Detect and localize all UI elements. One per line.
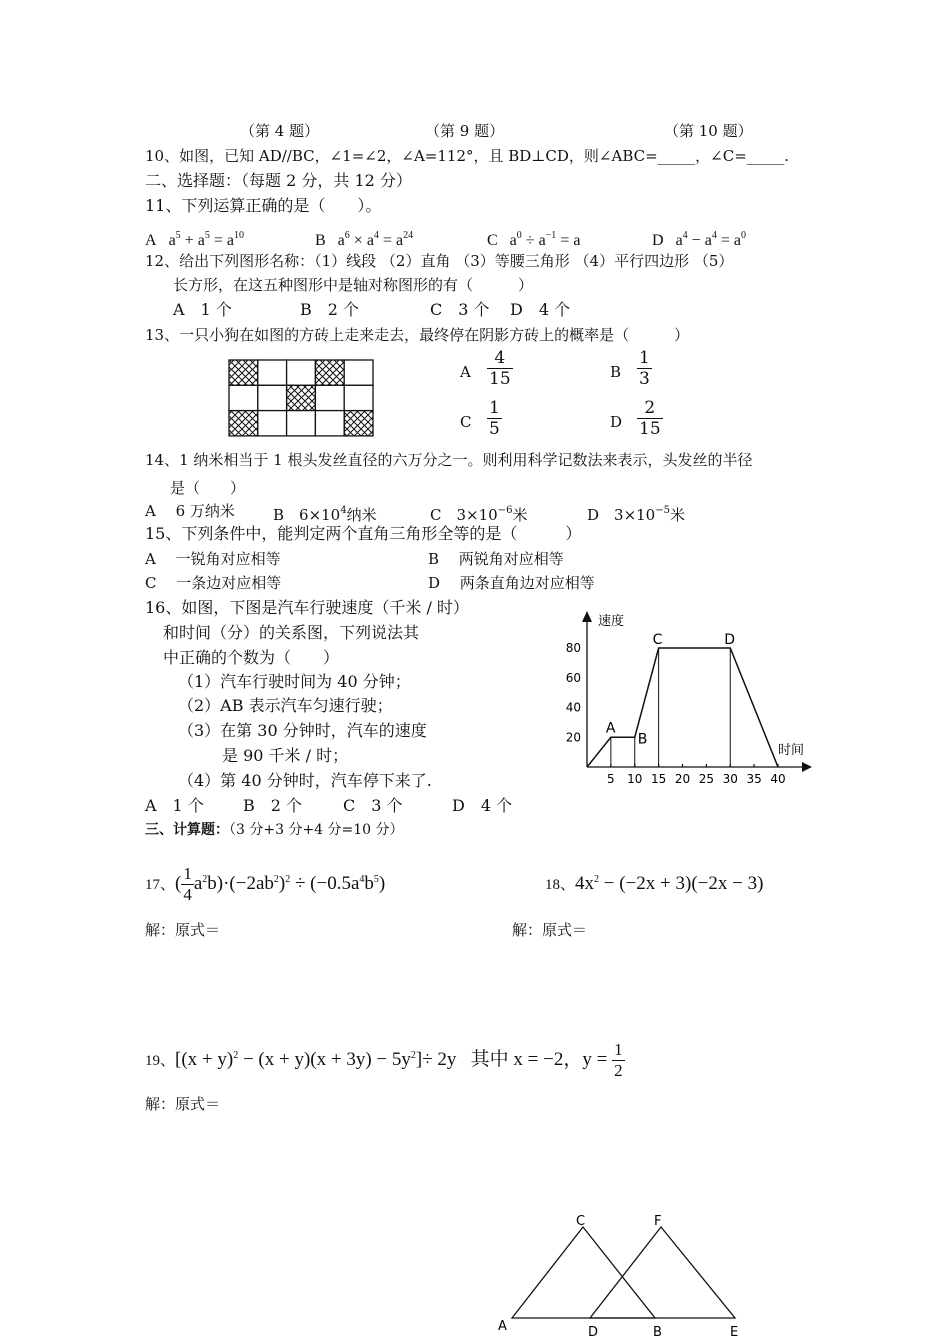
question-16-line3: 中正确的个数为（ ）	[163, 648, 340, 667]
question-17: 17、( $\frac{1}{4}$ $a^2b)\cdot(-2ab^2)^2 \div (-0.5a^4b^5)$	[145, 864, 386, 905]
x-axis-label: 时间	[778, 743, 805, 758]
q14-option-d: D $3\times 10^{-5}$米	[587, 505, 685, 524]
point-label: C	[652, 632, 663, 648]
q13-option-a-frac: $\frac{4}{15}$	[489, 348, 511, 389]
tile	[315, 385, 344, 410]
point-label: B	[637, 731, 648, 748]
q11-option-c: C $a^0 \div a^{-1} = a$	[487, 230, 581, 249]
tile	[258, 411, 287, 436]
q12-option-a: A 1 个	[173, 300, 232, 319]
point-label-e: E	[730, 1325, 739, 1340]
speed-time-chart	[560, 605, 815, 790]
section-2-title: 二、选择题：（每题 2 分，共 12 分）	[145, 171, 412, 190]
y-tick-label: 20	[565, 730, 581, 745]
x-tick-label: 35	[746, 772, 762, 786]
question-16-line2: 和时间（分）的关系图，下列说法其	[163, 623, 420, 642]
q12-option-c: C 3 个	[430, 300, 490, 319]
q14-option-b: B $6\times 10^4$纳米	[273, 505, 377, 524]
question-10: 10、如图，已知 AD//BC，∠1=∠2，∠A=112°，且 BD⊥CD，则∠ABC=_____，∠C=_____.	[145, 147, 790, 165]
question-16-line7: 是 90 千米 / 时；	[222, 746, 349, 765]
q13-option-c-frac: $\frac{1}{5}$	[489, 398, 500, 439]
question-16-line8: （4）第 40 分钟时，汽车停下来了.	[178, 771, 432, 790]
q18-answer-label: 解：原式＝	[512, 921, 588, 939]
x-tick-label: 15	[650, 772, 667, 786]
triangles-figure	[490, 1205, 750, 1340]
triangle-def	[590, 1227, 735, 1318]
question-18: 18、$4x^2 - (-2x + 3)(-2x - 3)$	[545, 873, 764, 894]
q11-option-d: D $a^4 - a^4 = a^0$	[652, 230, 746, 249]
question-16-line6: （3）在第 30 分钟时，汽车的速度	[178, 721, 427, 740]
q12-option-b: B 2 个	[300, 300, 360, 319]
x-tick-label: 30	[722, 772, 738, 786]
q15-option-b: B 两锐角对应相等	[428, 550, 564, 568]
shaded-tile	[287, 385, 316, 410]
y-axis-label: 速度	[598, 614, 625, 629]
q13-option-d-frac: $\frac{2}{15}$	[639, 398, 661, 439]
question-11-stem: 11、下列运算正确的是（ ）。	[145, 196, 382, 215]
caption-q10: （第 10 题）	[664, 122, 753, 140]
question-16-line1: 16、如图，下图是汽车行驶速度（千米 / 时）	[145, 598, 469, 617]
question-19: 19、$[(x + y)^2 - (x + y)(x + 3y) - 5y^2]\div 2y$ 其中 x = −2，y = $\frac{1}{2}$	[145, 1040, 623, 1081]
q14-option-c: C $3\times 10^{-6}$米	[430, 505, 528, 524]
x-tick-label: 20	[674, 772, 691, 786]
question-16-line4: （1）汽车行驶时间为 40 分钟；	[178, 672, 411, 691]
x-axis-arrow	[802, 762, 812, 772]
question-12-line2: 长方形，在这五种图形中是轴对称图形的有（ ）	[173, 276, 534, 294]
y-tick-label: 40	[565, 700, 581, 715]
y-axis-arrow	[582, 611, 592, 622]
shaded-tile	[229, 360, 258, 385]
point-label-c: C	[576, 1214, 586, 1229]
q13-option-d-letter: D	[610, 413, 623, 431]
q15-option-a: A 一锐角对应相等	[145, 550, 281, 568]
q13-option-c-letter: C	[460, 413, 472, 431]
section-3-title: 三、计算题：（3 分+3 分+4 分=10 分）	[145, 822, 404, 838]
x-tick-label: 40	[770, 772, 786, 786]
q13-option-b-letter: B	[610, 363, 622, 381]
q13-option-a-letter: A	[460, 363, 471, 381]
question-16-line5: （2）AB 表示汽车匀速行驶；	[178, 696, 393, 715]
tile	[315, 411, 344, 436]
point-label-a: A	[498, 1319, 507, 1334]
q11-option-a: A $a^5 + a^5 = a^{10}$	[145, 230, 244, 249]
tile	[258, 385, 287, 410]
q13-option-b-frac: $\frac{1}{3}$	[639, 348, 650, 389]
shaded-tile	[229, 411, 258, 436]
y-tick-label: 60	[565, 670, 581, 685]
triangle-abc	[512, 1227, 655, 1318]
q15-option-c: C 一条边对应相等	[145, 574, 282, 592]
q14-option-a: A 6 万纳米	[145, 502, 235, 520]
shaded-tile	[315, 360, 344, 385]
caption-q9: （第 9 题）	[425, 122, 505, 140]
caption-q4: （第 4 题）	[240, 122, 320, 140]
tile	[287, 360, 316, 385]
tile	[229, 385, 258, 410]
question-12-line1: 12、给出下列图形名称：（1）线段 （2）直角 （3）等腰三角形 （4）平行四边形 （5）	[145, 252, 734, 270]
q17-answer-label: 解：原式＝	[145, 921, 221, 939]
tile	[344, 385, 373, 410]
q19-answer-label: 解：原式＝	[145, 1095, 221, 1113]
y-tick-label: 80	[565, 641, 581, 655]
question-14-line2: 是（ ）	[170, 479, 246, 497]
question-15-stem: 15、下列条件中，能判定两个直角三角形全等的是（ ）	[145, 524, 582, 543]
shaded-tile	[344, 411, 373, 436]
x-tick-label: 25	[698, 772, 715, 786]
point-label-b: B	[653, 1325, 662, 1340]
tile	[258, 360, 287, 385]
question-13-stem: 13、一只小狗在如图的方砖上走来走去，最终停在阴影方砖上的概率是（ ）	[145, 326, 690, 344]
q16-option-d: D 4 个	[452, 796, 513, 815]
point-label-d: D	[588, 1325, 599, 1340]
q15-option-d: D 两条直角边对应相等	[428, 574, 595, 592]
speed-line	[587, 648, 778, 767]
q11-option-b: B $a^6 \times a^4 = a^{24}$	[315, 230, 414, 249]
point-label: D	[724, 632, 736, 648]
question-14-line1: 14、1 纳米相当于 1 根头发丝直径的六万分之一。则利用科学记数法来表示，头发丝的半径	[145, 451, 753, 469]
point-label: A	[605, 720, 616, 737]
x-tick-label: 5	[607, 772, 615, 786]
tile	[287, 411, 316, 436]
tile	[344, 360, 373, 385]
q16-option-a: A 1 个	[145, 796, 204, 815]
q16-option-b: B 2 个	[243, 796, 303, 815]
tile-grid-figure	[228, 359, 374, 437]
point-label-f: F	[654, 1214, 662, 1229]
q16-option-c: C 3 个	[343, 796, 403, 815]
q12-option-d: D 4 个	[510, 300, 571, 319]
x-tick-label: 10	[627, 772, 643, 786]
